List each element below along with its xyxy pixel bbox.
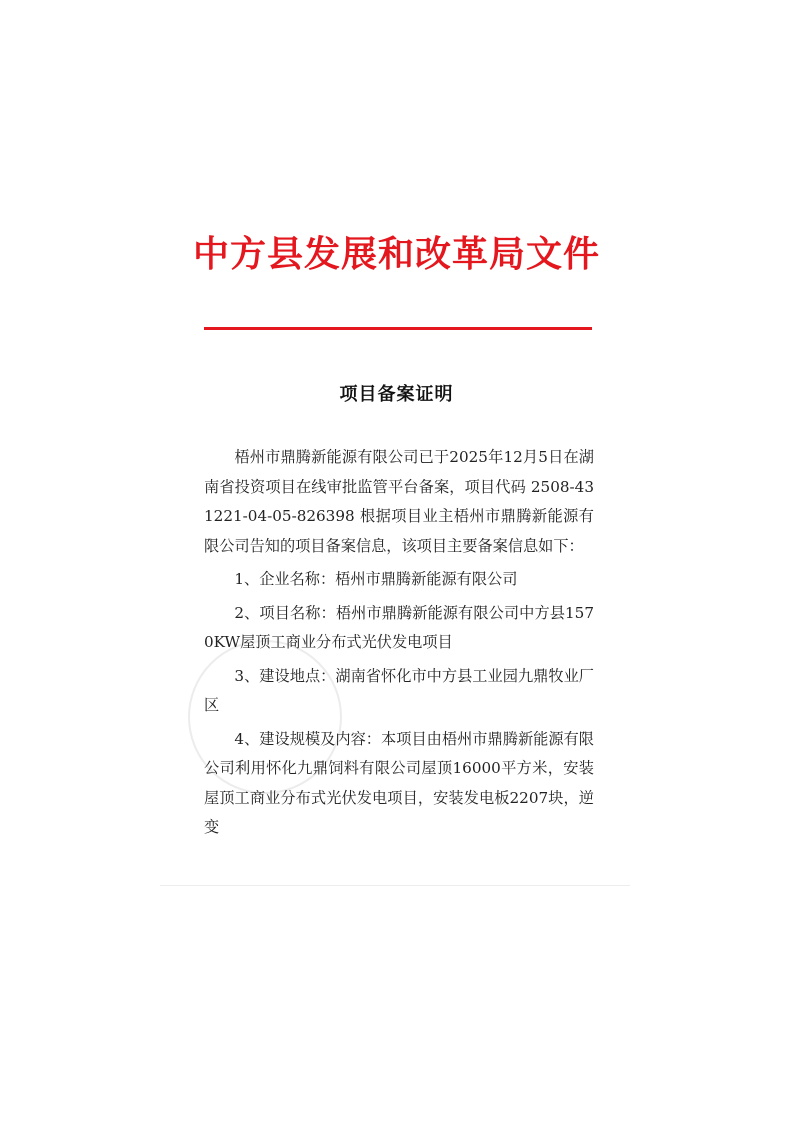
red-separator-line: [204, 327, 592, 330]
faint-divider: [160, 885, 630, 886]
item-enterprise-name: 1、企业名称：梧州市鼎腾新能源有限公司: [234, 570, 518, 588]
item-scale-and-content: 4、建设规模及内容：本项目由梧州市鼎腾新能源有限公司利用怀化九鼎饲料有限公司屋顶16000平方米，安装屋顶工商业分布式光伏发电项目，安装发电板2207块，逆变: [204, 729, 594, 836]
item-construction-site: 3、建设地点：湖南省怀化市中方县工业园九鼎牧业厂区: [204, 666, 594, 714]
item-project-name: 2、项目名称：梧州市鼎腾新能源有限公司中方县1570KW屋顶工商业分布式光伏发电项目: [204, 603, 594, 651]
issuing-authority-masthead: 中方县发展和改革局文件: [192, 233, 600, 275]
intro-paragraph: 梧州市鼎腾新能源有限公司已于2025年12月5日在湖南省投资项目在线审批监管平台备案，项目代码 2508-431221-04-05-826398 根据项目业主梧州市鼎腾新能源有限公司告知的项目备案信息，该项目主要备案信息如下：: [204, 448, 594, 555]
document-title: 项目备案证明: [339, 384, 454, 405]
document-body: [204, 443, 594, 843]
